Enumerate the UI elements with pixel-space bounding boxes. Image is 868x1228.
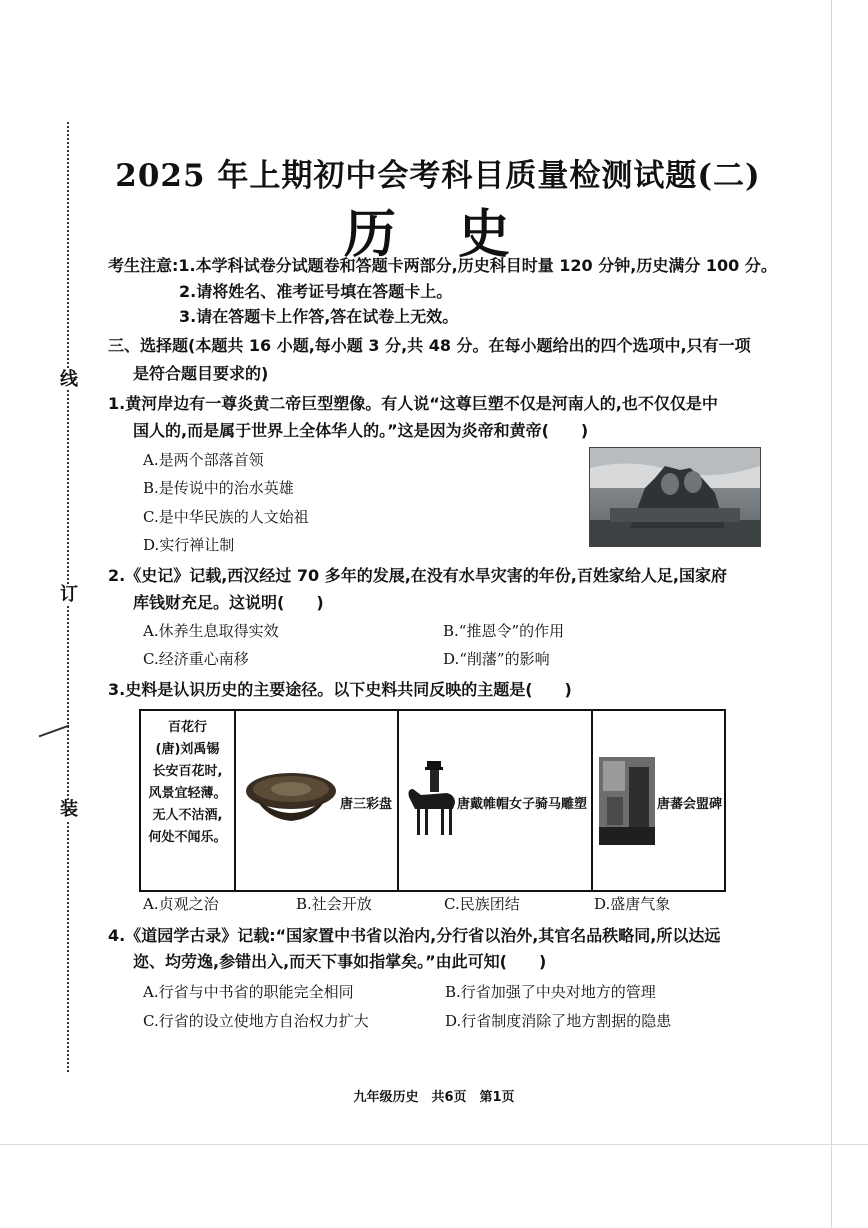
- q1-option-c: C.是中华民族的人文始祖: [143, 508, 309, 526]
- horsewoman-caption: 唐戴帷帽女子骑马雕塑: [457, 797, 588, 812]
- question-4-stem-1: .《道园学古录》记载:“国家置中书省以治内,分行省以治外,其官名品秩略同,所以达远: [119, 926, 721, 945]
- notice-label: 考生注意:: [108, 256, 179, 275]
- binding-char-line: 线: [60, 369, 78, 390]
- notice-line-1: [108, 255, 777, 277]
- tang-horsewoman-cell: [397, 711, 591, 890]
- paper-edge-bottom: [0, 1144, 868, 1145]
- page-footer: 九年级历史 共6页 第1页: [353, 1090, 515, 1105]
- q4-option-d: D.行省制度消除了地方割据的隐患: [445, 1012, 672, 1030]
- poem-line-1: 长安百花时,: [152, 764, 223, 779]
- tang-tibet-stele-image: [599, 757, 655, 845]
- notice-item-2: 2.请将姓名、准考证号填在答题卡上。: [179, 282, 453, 301]
- yandi-huangdi-statue-photo: [589, 447, 761, 547]
- notice-item-3: 3.请在答题卡上作答,答在试卷上无效。: [179, 307, 459, 326]
- statue-image: [590, 448, 760, 546]
- question-2-stem-1: .《史记》记载,西汉经过 70 多年的发展,在没有水旱灾害的年份,百姓家给人足,国家府: [119, 566, 727, 585]
- q1-option-a: A.是两个部落首领: [143, 451, 264, 469]
- binding-char-bind: 装: [60, 799, 78, 820]
- q1-option-d: D.实行禅让制: [143, 536, 235, 554]
- question-1-number: 1: [108, 394, 120, 413]
- binding-char-staple: 订: [60, 584, 78, 605]
- poem-title: 百花行: [167, 720, 207, 735]
- question-4-number: 4: [108, 926, 120, 945]
- sancai-plate-image: [244, 769, 339, 829]
- sancai-plate-caption: 唐三彩盘: [340, 797, 393, 812]
- tang-tibet-stele-cell: [591, 711, 724, 890]
- q1-option-b: B.是传说中的治水英雄: [143, 479, 294, 497]
- q4-option-c: C.行省的设立使地方自治权力扩大: [143, 1012, 369, 1030]
- poem-line-3: 无人不沽酒,: [152, 808, 223, 823]
- q3-option-d: D.盛唐气象: [594, 895, 671, 913]
- stele-caption: 唐蕃会盟碑: [657, 797, 723, 812]
- source-material-table: [139, 709, 726, 892]
- subject-title: 历 史: [343, 204, 533, 265]
- poem-cell: [141, 711, 234, 890]
- question-2-line-1: [108, 565, 727, 587]
- horsewoman-sculpture-image: [403, 759, 461, 841]
- question-1-stem-1: .黄河岸边有一尊炎黄二帝巨型塑像。有人说“这尊巨塑不仅是河南人的,也不仅仅是中: [119, 394, 718, 413]
- q3-option-b: B.社会开放: [296, 895, 372, 913]
- pen-mark: [39, 725, 70, 738]
- poem-author: (唐)刘禹锡: [155, 742, 220, 757]
- question-4-stem-2: 迩、均劳逸,参错出入,而天下事如指掌矣。”由此可知( ): [133, 952, 547, 971]
- tang-sancai-plate-cell: [234, 711, 397, 890]
- q2-option-c: C.经济重心南移: [143, 650, 249, 668]
- q2-option-a: A.休养生息取得实效: [143, 622, 279, 640]
- question-2-number: 2: [108, 566, 120, 585]
- q3-option-c: C.民族团结: [444, 895, 520, 913]
- question-2-stem-2: 库钱财充足。这说明( ): [133, 593, 324, 612]
- section-title-line-1: 三、选择题(本题共 16 小题,每小题 3 分,共 48 分。在每小题给出的四个选项中,只有一项: [108, 336, 751, 355]
- poem-line-4: 何处不闻乐。: [148, 830, 227, 845]
- section-title-line-2: 是符合题目要求的): [133, 364, 269, 383]
- question-3-line-1: [108, 679, 572, 701]
- question-4-line-1: [108, 925, 720, 947]
- exam-title: 2025 年上期初中会考科目质量检测试题(二): [115, 158, 761, 194]
- paper-edge: [831, 0, 832, 1228]
- question-1-stem-2: 国人的,而是属于世界上全体华人的。”这是因为炎帝和黄帝( ): [133, 421, 589, 440]
- q4-option-b: B.行省加强了中央对地方的管理: [445, 983, 656, 1001]
- q4-option-a: A.行省与中书省的职能完全相同: [143, 983, 354, 1001]
- question-1-line-1: [108, 393, 718, 415]
- q2-option-b: B.“推恩令”的作用: [443, 622, 565, 640]
- question-3-stem-1: .史料是认识历史的主要途径。以下史料共同反映的主题是( ): [119, 680, 572, 699]
- question-3-number: 3: [108, 680, 120, 699]
- notice-item-1: 1.本学科试卷分试题卷和答题卡两部分,历史科目时量 120 分钟,历史满分 100 分。: [178, 256, 777, 275]
- q2-option-d: D.“削藩”的影响: [443, 650, 550, 668]
- q3-option-a: A.贞观之治: [143, 895, 219, 913]
- poem-line-2: 风景宜轻薄。: [148, 786, 227, 801]
